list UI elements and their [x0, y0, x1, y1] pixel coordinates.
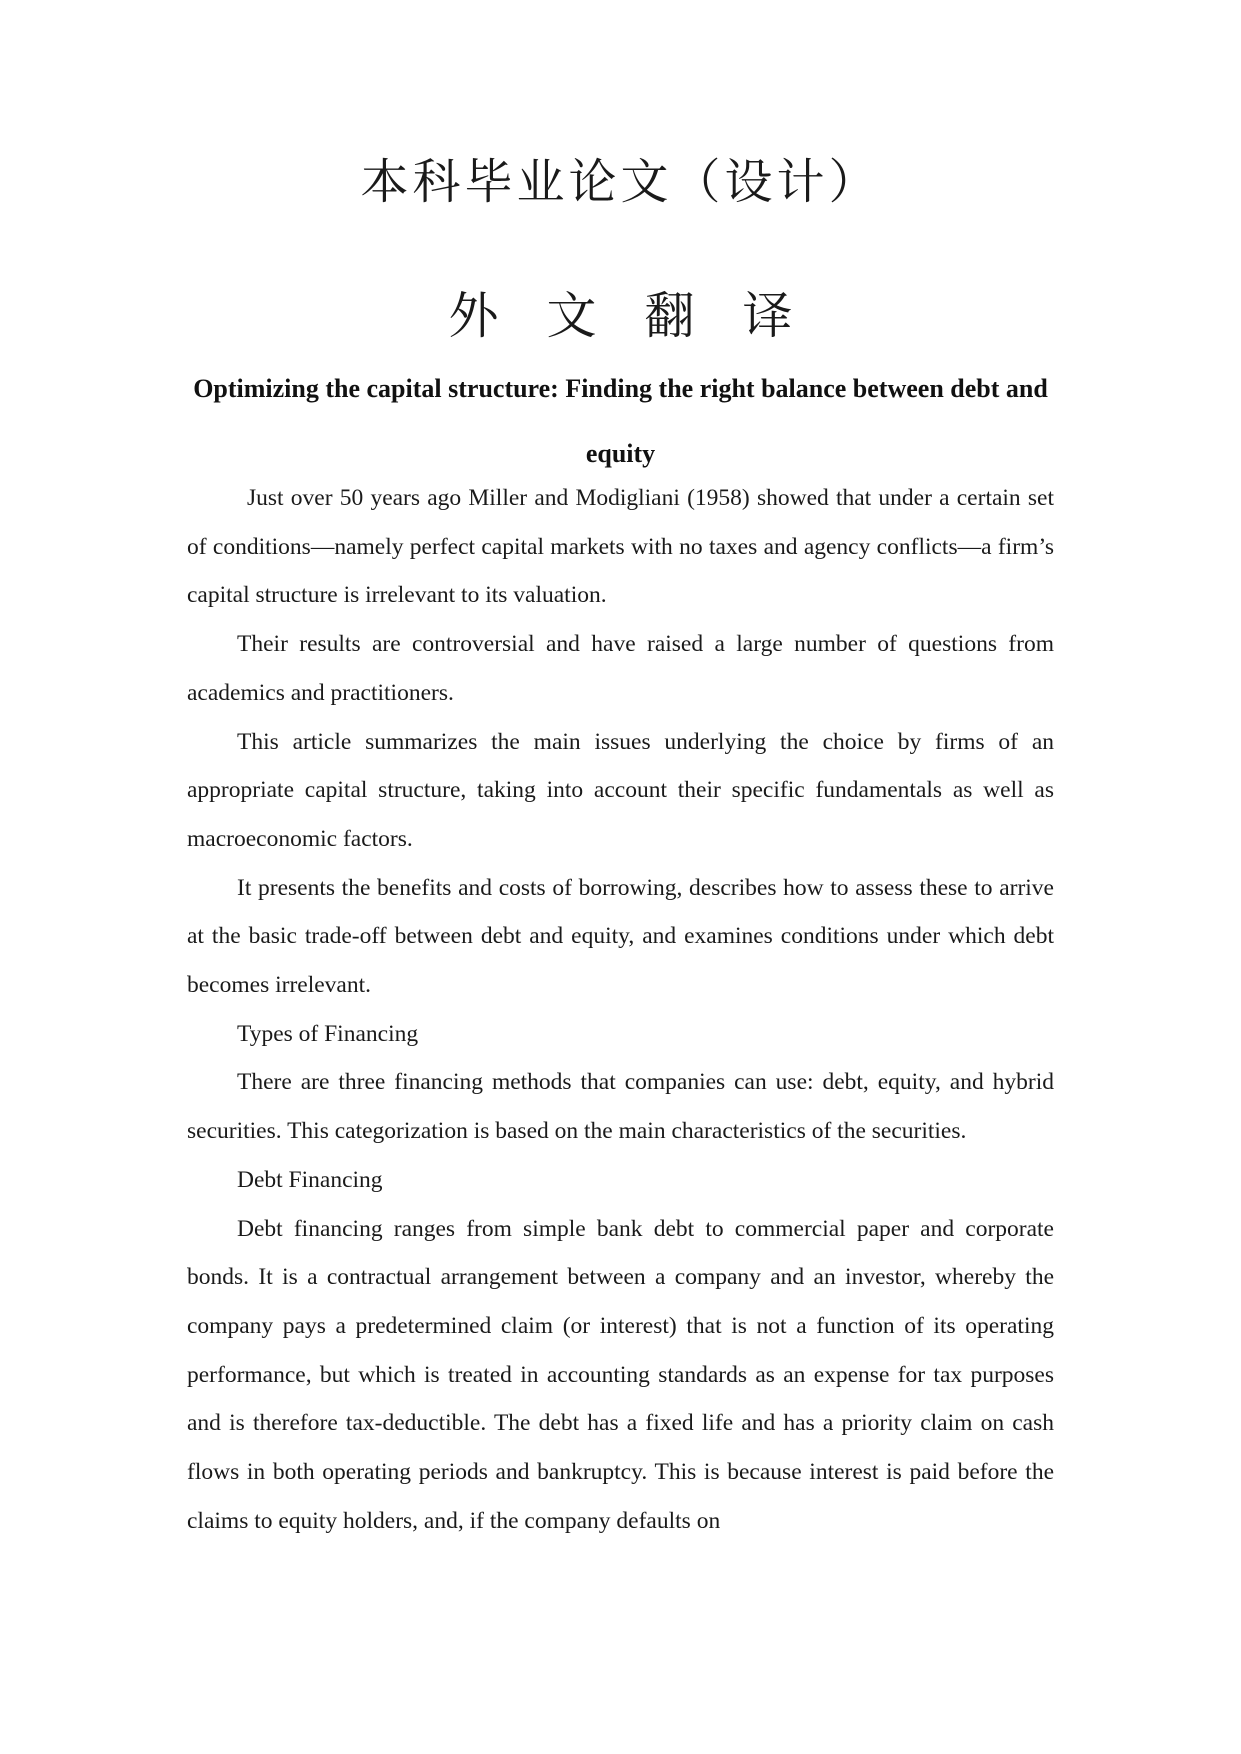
- paragraph-financing-methods: There are three financing methods that companies can use: debt, equity, and hybrid securities. This categorization is based on the main characteristics of the securities.: [187, 1069, 1054, 1145]
- paragraph-tradeoff: It presents the benefits and costs of borrowing, describes how to assess these to arrive at the basic trade-off between debt and equity, and examines conditions under which debt becomes irrelevant.: [187, 874, 1054, 999]
- article-title: Optimizing the capital structure: Finding the right balance between debt and equity: [193, 374, 1048, 468]
- article-body: [187, 474, 1054, 1545]
- paragraph-summary: This article summarizes the main issues underlying the choice by firms of an appropriate capital structure, taking into account their specific fundamentals as well as macroeconomic factors.: [187, 728, 1054, 852]
- heading-debt-financing: Debt Financing: [237, 1166, 383, 1193]
- thesis-title: 本科毕业论文（设计）: [360, 154, 881, 210]
- heading-types-of-financing: Types of Financing: [237, 1020, 419, 1047]
- section-title: 外文翻译: [448, 287, 841, 345]
- paragraph-intro: Just over 50 years ago Miller and Modigliani (1958) showed that under a certain set of conditions—namely perfect capital markets with no taxes and agency conflicts—a firm’s capital structure is irrelevant to its valuation.: [187, 485, 1054, 609]
- paragraph-debt-financing: Debt financing ranges from simple bank debt to commercial paper and corporate bonds. It is a contractual arrangement between a company and an investor, whereby the company pays a predetermined claim (or interest) that is not a function of its operating performance, but which is treated in accounting standards as an expense for tax purposes and is therefore tax-deductible. The debt has a fixed life and has a priority claim on cash flows in both operating periods and bankruptcy. This is because interest is paid before the claims to equity holders, and, if the company defaults on: [187, 1215, 1054, 1534]
- paragraph-controversy: Their results are controversial and have raised a large number of questions from academics and practitioners.: [187, 631, 1054, 706]
